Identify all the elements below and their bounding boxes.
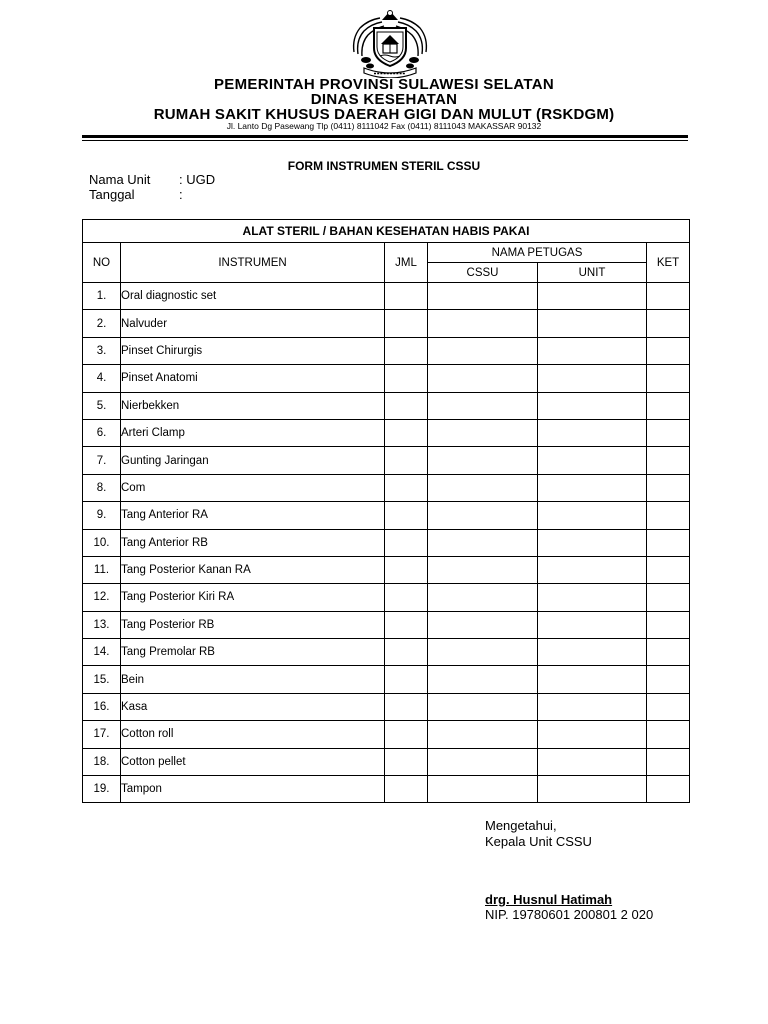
row-number: 11.: [83, 556, 121, 583]
ket-cell[interactable]: [647, 584, 690, 611]
unit-cell[interactable]: [538, 721, 647, 748]
instrument-name: Pinset Anatomi: [121, 365, 385, 392]
jml-cell[interactable]: [385, 529, 428, 556]
ket-cell[interactable]: [647, 419, 690, 446]
cssu-cell[interactable]: [428, 556, 538, 583]
jml-cell[interactable]: [385, 748, 428, 775]
ket-cell[interactable]: [647, 337, 690, 364]
header-instrumen: INSTRUMEN: [121, 243, 385, 283]
row-number: 8.: [83, 474, 121, 501]
signature-nip: NIP. 19780601 200801 2 020: [485, 907, 654, 922]
instrument-name: Cotton pellet: [121, 748, 385, 775]
signature-position: Kepala Unit CSSU: [485, 834, 592, 849]
cssu-cell[interactable]: [428, 611, 538, 638]
header-no: NO: [83, 243, 121, 283]
instrument-name: Nierbekken: [121, 392, 385, 419]
header-nama-petugas: NAMA PETUGAS: [428, 243, 647, 263]
instrument-name: Tang Anterior RA: [121, 502, 385, 529]
unit-cell[interactable]: [538, 639, 647, 666]
signature-name: drg. Husnul Hatimah: [485, 892, 613, 907]
table-row: [83, 419, 690, 446]
instrument-name: Kasa: [121, 693, 385, 720]
cssu-cell[interactable]: [428, 584, 538, 611]
row-number: 2.: [83, 310, 121, 337]
table-row: [83, 721, 690, 748]
cssu-cell[interactable]: [428, 693, 538, 720]
letterhead-divider: [82, 135, 688, 138]
table-row: [83, 556, 690, 583]
ket-cell[interactable]: [647, 748, 690, 775]
jml-cell[interactable]: [385, 447, 428, 474]
jml-cell[interactable]: [385, 283, 428, 310]
instrument-name: Nalvuder: [121, 310, 385, 337]
ket-cell[interactable]: [647, 392, 690, 419]
jml-cell[interactable]: [385, 392, 428, 419]
table-row: [83, 502, 690, 529]
header-jml: JML: [385, 243, 428, 283]
instrument-name: Arteri Clamp: [121, 419, 385, 446]
instrument-name: Gunting Jaringan: [121, 447, 385, 474]
table-caption: ALAT STERIL / BAHAN KESEHATAN HABIS PAKAI: [83, 220, 690, 243]
cssu-cell[interactable]: [428, 529, 538, 556]
table-row: [83, 639, 690, 666]
row-number: 1.: [83, 283, 121, 310]
ket-cell[interactable]: [647, 611, 690, 638]
cssu-cell[interactable]: [428, 776, 538, 803]
table-row: [83, 283, 690, 310]
table-row: [83, 529, 690, 556]
letterhead-hospital-line: RUMAH SAKIT KHUSUS DAERAH GIGI DAN MULUT (RSKDGM): [153, 106, 615, 123]
unit-cell[interactable]: [538, 748, 647, 775]
instrument-name: Tang Posterior RB: [121, 611, 385, 638]
letterhead-address: Jl. Lanto Dg Pasewang Tlp (0411) 8111042 Fax (0411) 8111043 MAKASSAR 90132: [226, 121, 542, 131]
ket-cell[interactable]: [647, 365, 690, 392]
unit-cell[interactable]: [538, 283, 647, 310]
instrument-table: [82, 219, 690, 803]
row-number: 13.: [83, 611, 121, 638]
provincial-emblem-icon: [344, 8, 436, 78]
cssu-cell[interactable]: [428, 365, 538, 392]
cssu-cell[interactable]: [428, 474, 538, 501]
jml-cell[interactable]: [385, 365, 428, 392]
cssu-cell[interactable]: [428, 502, 538, 529]
ket-cell[interactable]: [647, 666, 690, 693]
letterhead-divider-thin: [82, 140, 688, 141]
table-row: [83, 666, 690, 693]
jml-cell[interactable]: [385, 337, 428, 364]
jml-cell[interactable]: [385, 693, 428, 720]
ket-cell[interactable]: [647, 529, 690, 556]
jml-cell[interactable]: [385, 502, 428, 529]
ket-cell[interactable]: [647, 283, 690, 310]
row-number: 12.: [83, 584, 121, 611]
unit-cell[interactable]: [538, 419, 647, 446]
instrument-name: Cotton roll: [121, 721, 385, 748]
letterhead-government-line: PEMERINTAH PROVINSI SULAWESI SELATAN: [214, 76, 554, 93]
ket-cell[interactable]: [647, 502, 690, 529]
ket-cell[interactable]: [647, 639, 690, 666]
row-number: 10.: [83, 529, 121, 556]
jml-cell[interactable]: [385, 611, 428, 638]
unit-cell[interactable]: [538, 529, 647, 556]
cssu-cell[interactable]: [428, 639, 538, 666]
row-number: 18.: [83, 748, 121, 775]
unit-cell[interactable]: [538, 474, 647, 501]
ket-cell[interactable]: [647, 447, 690, 474]
table-row: [83, 337, 690, 364]
cssu-cell[interactable]: [428, 283, 538, 310]
unit-cell[interactable]: [538, 392, 647, 419]
instrument-name: Tampon: [121, 776, 385, 803]
unit-cell[interactable]: [538, 556, 647, 583]
jml-cell[interactable]: [385, 584, 428, 611]
jml-cell[interactable]: [385, 556, 428, 583]
ket-cell[interactable]: [647, 556, 690, 583]
unit-label: Nama Unit: [89, 172, 151, 187]
table-row: [83, 392, 690, 419]
cssu-cell[interactable]: [428, 337, 538, 364]
cssu-cell[interactable]: [428, 666, 538, 693]
jml-cell[interactable]: [385, 474, 428, 501]
jml-cell[interactable]: [385, 310, 428, 337]
table-row: [83, 748, 690, 775]
jml-cell[interactable]: [385, 639, 428, 666]
unit-cell[interactable]: [538, 666, 647, 693]
cssu-cell[interactable]: [428, 310, 538, 337]
jml-cell[interactable]: [385, 419, 428, 446]
instrument-name: Com: [121, 474, 385, 501]
table-row: [83, 584, 690, 611]
cssu-cell[interactable]: [428, 748, 538, 775]
jml-cell[interactable]: [385, 776, 428, 803]
unit-cell[interactable]: [538, 365, 647, 392]
row-number: 17.: [83, 721, 121, 748]
signature-acknowledged: Mengetahui,: [485, 818, 557, 833]
table-row: [83, 776, 690, 803]
form-title: FORM INSTRUMEN STERIL CSSU: [287, 159, 481, 173]
unit-cell[interactable]: [538, 502, 647, 529]
header-unit: UNIT: [538, 263, 647, 283]
table-row: [83, 447, 690, 474]
header-ket: KET: [647, 243, 690, 283]
row-number: 19.: [83, 776, 121, 803]
row-number: 15.: [83, 666, 121, 693]
ket-cell[interactable]: [647, 721, 690, 748]
ket-cell[interactable]: [647, 693, 690, 720]
cssu-cell[interactable]: [428, 447, 538, 474]
letterhead-department-line: DINAS KESEHATAN: [310, 91, 458, 108]
cssu-cell[interactable]: [428, 392, 538, 419]
unit-cell[interactable]: [538, 584, 647, 611]
ket-cell[interactable]: [647, 310, 690, 337]
jml-cell[interactable]: [385, 666, 428, 693]
unit-value: : UGD: [179, 172, 216, 187]
cssu-cell[interactable]: [428, 419, 538, 446]
date-value: :: [179, 187, 183, 202]
row-number: 4.: [83, 365, 121, 392]
ket-cell[interactable]: [647, 776, 690, 803]
instrument-name: Tang Posterior Kiri RA: [121, 584, 385, 611]
table-row: [83, 611, 690, 638]
table-row: [83, 310, 690, 337]
instrument-name: Tang Posterior Kanan RA: [121, 556, 385, 583]
table-row: [83, 365, 690, 392]
unit-cell[interactable]: [538, 776, 647, 803]
date-label: Tanggal: [89, 187, 135, 202]
unit-cell[interactable]: [538, 447, 647, 474]
cssu-cell[interactable]: [428, 721, 538, 748]
header-cssu: CSSU: [428, 263, 538, 283]
unit-cell[interactable]: [538, 693, 647, 720]
row-number: 14.: [83, 639, 121, 666]
instrument-name: Pinset Chirurgis: [121, 337, 385, 364]
jml-cell[interactable]: [385, 721, 428, 748]
instrument-name: Tang Anterior RB: [121, 529, 385, 556]
row-number: 7.: [83, 447, 121, 474]
row-number: 3.: [83, 337, 121, 364]
unit-cell[interactable]: [538, 611, 647, 638]
row-number: 6.: [83, 419, 121, 446]
instrument-name: Bein: [121, 666, 385, 693]
instrument-name: Tang Premolar RB: [121, 639, 385, 666]
row-number: 9.: [83, 502, 121, 529]
table-row: [83, 693, 690, 720]
ket-cell[interactable]: [647, 474, 690, 501]
row-number: 5.: [83, 392, 121, 419]
unit-cell[interactable]: [538, 310, 647, 337]
unit-cell[interactable]: [538, 337, 647, 364]
instrument-name: Oral diagnostic set: [121, 283, 385, 310]
table-row: [83, 474, 690, 501]
row-number: 16.: [83, 693, 121, 720]
